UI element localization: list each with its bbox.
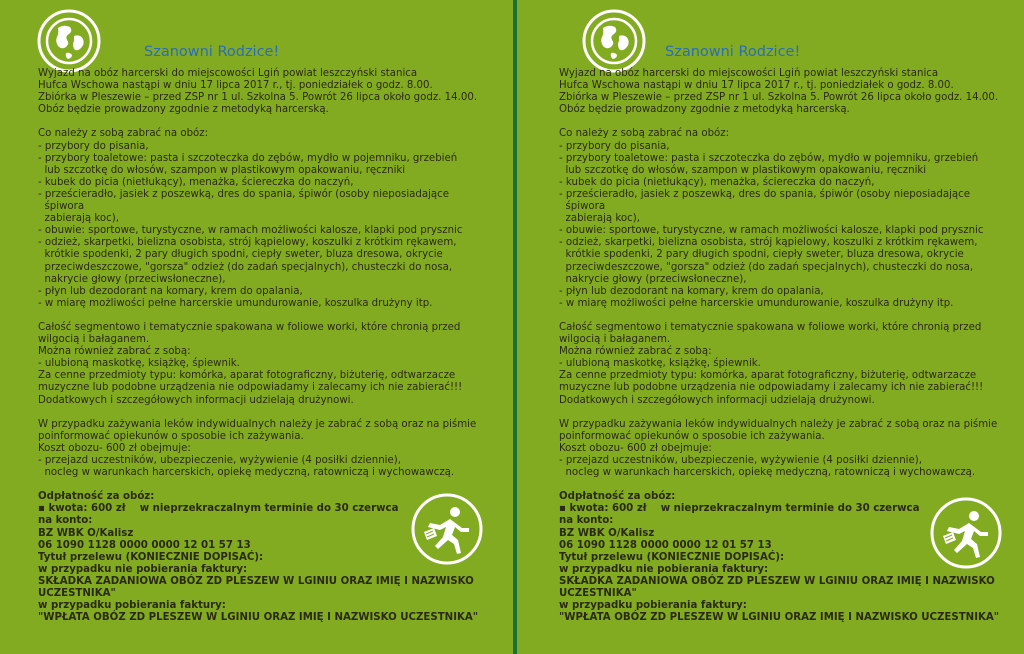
text-line: - ulubioną maskotkę, książkę, śpiewnik. <box>559 358 761 370</box>
text-line: Dodatkowych i szczegółowych informacji udzielają drużynowi. <box>559 394 875 406</box>
text-line: - ulubioną maskotkę, książkę, śpiewnik. <box>38 358 240 370</box>
text-line: krótkie spodenki, 2 pary długich spodni, ciepły sweter, bluza dresowa, okrycie <box>38 249 443 261</box>
globe-icon <box>581 8 647 74</box>
text-line: - prześcieradło, jasiek z poszewką, dres do spania, śpiwór (osoby nieposiadające <box>559 188 971 200</box>
text-line: poinformować opiekunów o sposobie ich zażywania. <box>38 430 304 442</box>
text-line: zabierają koc), <box>38 213 119 225</box>
text-line: krótkie spodenki, 2 pary długich spodni, ciepły sweter, bluza dresowa, okrycie <box>559 249 964 261</box>
text-line: Dodatkowych i szczegółowych informacji udzielają drużynowi. <box>38 394 354 406</box>
text-line: - płyn lub dezodorant na komary, krem do opalania, <box>559 285 824 297</box>
text-line: - płyn lub dezodorant na komary, krem do opalania, <box>38 285 303 297</box>
text-line: UCZESTNIKA" <box>38 588 116 600</box>
text-line: Co należy z sobą zabrać na obóz: <box>38 128 209 140</box>
text-line: - odzież, skarpetki, bielizna osobista, strój kąpielowy, koszulki z krótkim rękawem, <box>559 237 978 249</box>
text-line: Odpłatność za obóz: <box>559 491 676 503</box>
text-line: - przybory toaletowe: pasta i szczoteczka do zębów, mydło w pojemniku, grzebień <box>559 152 979 164</box>
text-line: - przybory do pisania, <box>38 140 149 152</box>
text-line: - prześcieradło, jasiek z poszewką, dres do spania, śpiwór (osoby nieposiadające <box>38 188 450 200</box>
text-line: ▪ kwota: 600 zł w nieprzekraczalnym terminie do 30 czerwca <box>559 503 920 515</box>
text-line: W przypadku zażywania leków indywidualnych należy je zabrać z sobą oraz na piśmie <box>559 418 998 430</box>
text-line: Zbiórka w Pleszewie – przed ZSP nr 1 ul. Szkolna 5. Powrót 26 lipca około godz. 14.00. <box>38 92 478 104</box>
text-line: Można również zabrać z sobą: <box>38 346 191 358</box>
text-line: - kubek do picia (nietłukący), menażka, ściereczka do naczyń, <box>559 176 875 188</box>
medical-cost-section <box>559 419 1024 479</box>
text-line: śpiwora <box>559 201 606 213</box>
text-line: SKŁADKA ZADANIOWA OBÓZ ZD PLESZEW W LGINIU ORAZ IMIĘ I NAZWISKO <box>559 575 995 587</box>
text-line: Za cenne przedmioty typu: komórka, aparat fotograficzny, biżuterię, odtwarzacze <box>559 370 977 382</box>
text-line: Hufca Wschowa nastąpi w dniu 17 lipca 2017 r., tj. poniedziałek o godz. 8.00. <box>559 80 954 92</box>
text-line: przeciwdeszczowe, "gorsza" odzież (do zadań specjalnych), chusteczki do nosa, <box>559 261 974 273</box>
text-line: - przybory do pisania, <box>559 140 670 152</box>
text-line: muzyczne lub podobne urządzenia nie odpowiadamy i zalecamy ich nie zabierać!!! <box>38 382 463 394</box>
notes-section <box>559 322 1024 407</box>
medical-cost-section <box>38 419 508 479</box>
text-line: zabierają koc), <box>559 213 640 225</box>
text-line: - obuwie: sportowe, turystyczne, w ramach możliwości kalosze, klapki pod prysznic <box>38 225 463 237</box>
text-line: - w miarę możliwości pełne harcerskie umundurowanie, koszulka drużyny itp. <box>559 297 954 309</box>
text-line: lub szczotkę do włosów, szampon w plastikowym opakowaniu, ręczniki <box>559 164 927 176</box>
text-line: muzyczne lub podobne urządzenia nie odpowiadamy i zalecamy ich nie zabierać!!! <box>559 382 984 394</box>
text-line: Wyjazd na obóz harcerski do miejscowości Lgiń powiat leszczyński stanica <box>559 68 939 79</box>
packing-list <box>38 128 508 309</box>
text-line: UCZESTNIKA" <box>559 588 637 600</box>
text-line: BZ WBK O/Kalisz <box>559 527 655 539</box>
text-line: 06 1090 1128 0000 0000 12 01 57 13 <box>559 539 772 551</box>
intro-section <box>559 68 1024 116</box>
text-line: Tytuł przelewu (KONIECZNIE DOPISAĆ): <box>38 551 264 563</box>
notes-section <box>38 322 508 407</box>
text-line: w przypadku pobierania faktury: <box>559 600 747 612</box>
intro-section <box>38 68 508 116</box>
text-line: przeciwdeszczowe, "gorsza" odzież (do zadań specjalnych), chusteczki do nosa, <box>38 261 453 273</box>
text-line: - przejazd uczestników, ubezpieczenie, wyżywienie (4 posiłki dziennie), <box>38 455 401 466</box>
text-line: "WPŁATA OBÓZ ZD PLESZEW W LGINIU ORAZ IMIĘ I NAZWISKO UCZESTNIKA" <box>559 612 1000 624</box>
text-line: ▪ kwota: 600 zł w nieprzekraczalnym terminie do 30 czerwca <box>38 503 399 515</box>
globe-icon <box>36 8 102 74</box>
text-line: nocleg w warunkach harcerskich, opiekę medyczną, ratowniczą i wychowawczą. <box>559 467 976 479</box>
text-line: na konto: <box>559 515 614 527</box>
text-line: Tytuł przelewu (KONIECZNIE DOPISAĆ): <box>559 551 785 563</box>
text-line: - przejazd uczestników, ubezpieczenie, wyżywienie (4 posiłki dziennie), <box>559 455 922 466</box>
text-line: na konto: <box>38 515 93 527</box>
text-line: Całość segmentowo i tematycznie spakowana w foliowe worki, które chronią przed <box>38 321 461 333</box>
text-line: 06 1090 1128 0000 0000 12 01 57 13 <box>38 539 251 551</box>
text-line: Obóz będzie prowadzony zgodnie z metodyką harcerską. <box>38 104 329 116</box>
text-line: Co należy z sobą zabrać na obóz: <box>559 128 730 140</box>
text-line: nakrycie głowy (przeciwsłoneczne), <box>38 273 226 285</box>
text-line: "WPŁATA OBÓZ ZD PLESZEW W LGINIU ORAZ IMIĘ I NAZWISKO UCZESTNIKA" <box>38 612 479 624</box>
text-line: śpiwora <box>38 201 85 213</box>
text-line: w przypadku pobierania faktury: <box>38 600 226 612</box>
text-line: Hufca Wschowa nastąpi w dniu 17 lipca 2017 r., tj. poniedziałek o godz. 8.00. <box>38 80 433 92</box>
text-line: Można również zabrać z sobą: <box>559 346 712 358</box>
text-line: - w miarę możliwości pełne harcerskie umundurowanie, koszulka drużyny itp. <box>38 297 433 309</box>
text-line: W przypadku zażywania leków indywidualnych należy je zabrać z sobą oraz na piśmie <box>38 418 477 430</box>
text-line: nakrycie głowy (przeciwsłoneczne), <box>559 273 747 285</box>
text-line: nocleg w warunkach harcerskich, opiekę medyczną, ratowniczą i wychowawczą. <box>38 467 455 479</box>
text-line: wilgocią i bałaganem. <box>559 334 671 346</box>
runner-icon <box>410 492 484 566</box>
text-line: w przypadku nie pobierania faktury: <box>559 563 769 575</box>
text-line: Całość segmentowo i tematycznie spakowana w foliowe worki, które chronią przed <box>559 321 982 333</box>
letter-sheet-right <box>517 0 1024 654</box>
text-line: SKŁADKA ZADANIOWA OBÓZ ZD PLESZEW W LGINIU ORAZ IMIĘ I NAZWISKO <box>38 575 474 587</box>
text-line: - kubek do picia (nietłukący), menażka, ściereczka do naczyń, <box>38 176 354 188</box>
text-line: w przypadku nie pobierania faktury: <box>38 563 248 575</box>
runner-icon <box>929 496 1003 570</box>
text-line: - obuwie: sportowe, turystyczne, w ramach możliwości kalosze, klapki pod prysznic <box>559 225 984 237</box>
text-line: poinformować opiekunów o sposobie ich zażywania. <box>559 430 825 442</box>
packing-list <box>559 128 1024 309</box>
text-line: BZ WBK O/Kalisz <box>38 527 134 539</box>
text-line: wilgocią i bałaganem. <box>38 334 150 346</box>
text-line: Odpłatność za obóz: <box>38 491 155 503</box>
text-line: lub szczotkę do włosów, szampon w plastikowym opakowaniu, ręczniki <box>38 164 406 176</box>
text-line: Wyjazd na obóz harcerski do miejscowości Lgiń powiat leszczyński stanica <box>38 68 418 79</box>
text-line: Koszt obozu- 600 zł obejmuje: <box>559 442 712 454</box>
text-line: Zbiórka w Pleszewie – przed ZSP nr 1 ul. Szkolna 5. Powrót 26 lipca około godz. 14.00. <box>559 92 999 104</box>
letter-title: Szanowni Rodzice! <box>665 44 801 60</box>
text-line: Za cenne przedmioty typu: komórka, aparat fotograficzny, biżuterię, odtwarzacze <box>38 370 456 382</box>
text-line: Koszt obozu- 600 zł obejmuje: <box>38 442 191 454</box>
text-line: - przybory toaletowe: pasta i szczoteczka do zębów, mydło w pojemniku, grzebień <box>38 152 458 164</box>
text-line: Obóz będzie prowadzony zgodnie z metodyką harcerską. <box>559 104 850 116</box>
letter-title: Szanowni Rodzice! <box>144 44 280 60</box>
text-line: - odzież, skarpetki, bielizna osobista, strój kąpielowy, koszulki z krótkim rękawem, <box>38 237 457 249</box>
